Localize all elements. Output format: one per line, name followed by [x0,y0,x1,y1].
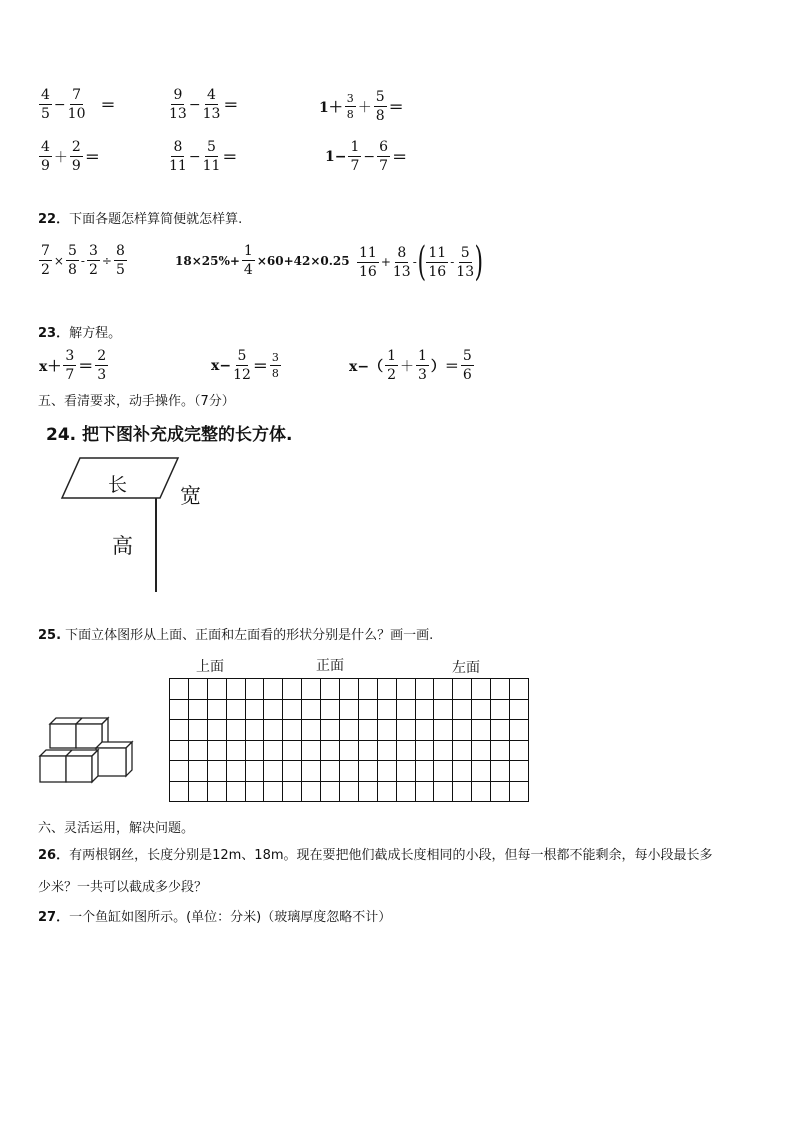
grid-cell[interactable] [207,761,226,782]
drawing-grid[interactable] [169,678,529,802]
grid-cell[interactable] [396,679,415,700]
grid-cell[interactable] [472,740,491,761]
question-27-heading: 27．一个鱼缸如图所示。(单位：分米)（玻璃厚度忽略不计） [38,910,392,925]
fraction: $\frac{1}{7}$ [350,139,360,174]
grid-cell[interactable] [170,699,189,720]
fraction: $\frac{3}{8}$ [271,351,279,380]
grid-cell[interactable] [472,761,491,782]
label-length: 长 [108,474,128,496]
grid-cell[interactable] [491,679,510,700]
grid-cell[interactable] [245,679,264,700]
grid-cell[interactable] [207,679,226,700]
expression-22-2: 18×25%+ $\frac{1}{4}$ ×60+42×0.25 [175,243,350,278]
grid-cell[interactable] [321,720,340,741]
grid-cell[interactable] [283,699,302,720]
grid-cell[interactable] [453,679,472,700]
grid-cell[interactable] [245,761,264,782]
fraction: $\frac{8}{11}$ [169,139,187,174]
grid-cell[interactable] [472,699,491,720]
calc-item-1: $\frac{4}{5}$ − $\frac{7}{10}$ ＝ [41,87,116,122]
grid-cell[interactable] [415,740,434,761]
grid-cell[interactable] [377,740,396,761]
grid-cell[interactable] [510,740,529,761]
grid-cell[interactable] [302,761,321,782]
grid-cell[interactable] [453,740,472,761]
grid-cell[interactable] [188,699,207,720]
grid-cell[interactable] [245,699,264,720]
grid-cell[interactable] [377,761,396,782]
grid-cell[interactable] [472,720,491,741]
cuboid-figure [60,450,230,595]
grid-cell[interactable] [358,720,377,741]
grid-row [170,720,529,741]
grid-cell[interactable] [491,781,510,802]
grid-cell[interactable] [264,699,283,720]
fraction: $\frac{7}{10}$ [67,87,86,122]
grid-cell[interactable] [510,761,529,782]
fraction: $\frac{11}{16}$ [428,244,447,280]
fraction: $\frac{5}{12}$ [233,348,251,383]
fraction: $\frac{5}{8}$ [67,243,77,278]
grid-cell[interactable] [340,761,359,782]
grid-cell[interactable] [283,679,302,700]
grid-cell[interactable] [264,740,283,761]
grid-cell[interactable] [434,699,453,720]
grid-cell[interactable] [321,679,340,700]
section-6-heading: 六、灵活运用，解决问题。 [38,821,195,836]
grid-cell[interactable] [358,781,377,802]
grid-cell[interactable] [434,679,453,700]
grid-row [170,679,529,700]
calc-item-5: $\frac{8}{11}$ − $\frac{5}{11}$ ＝ [169,139,238,174]
grid-cell[interactable] [340,740,359,761]
fraction: $\frac{1}{4}$ [243,243,253,278]
fraction: $\frac{7}{2}$ [41,243,50,278]
label-top-view: 上面 [196,659,224,675]
expression-22-3: $\frac{11}{16}$ + $\frac{8}{13}$ - ( $\frac{11}{16}$ - $\frac{5}{13}$ ) [359,239,484,285]
grid-cell[interactable] [283,720,302,741]
grid-cell[interactable] [434,740,453,761]
grid-cell[interactable] [245,781,264,802]
grid-cell[interactable] [340,781,359,802]
fraction: $\frac{8}{13}$ [392,244,411,280]
grid-cell[interactable] [510,781,529,802]
grid-cell[interactable] [170,781,189,802]
expression-22-1: $\frac{7}{2}$ × $\frac{5}{8}$ - $\frac{3}{2}$ ÷ $\frac{8}{5}$ [41,243,125,278]
question-24-heading: 24. 把下图补充成完整的长方体. [46,425,293,445]
grid-cell[interactable] [434,761,453,782]
grid-cell[interactable] [302,720,321,741]
grid-cell[interactable] [283,761,302,782]
grid-cell[interactable] [453,781,472,802]
fraction: $\frac{4}{9}$ [41,139,50,174]
fraction: $\frac{3}{7}$ [65,348,75,383]
fraction: $\frac{6}{7}$ [379,139,389,174]
grid-cell[interactable] [340,720,359,741]
grid-cell[interactable] [491,720,510,741]
grid-cell[interactable] [264,781,283,802]
fraction: $\frac{11}{16}$ [359,244,377,280]
equation-23-3: x−（ $\frac{1}{2}$ ＋ $\frac{1}{3}$ ）＝ $\frac{5}{6}$ [349,348,472,383]
grid-cell[interactable] [377,679,396,700]
grid-cell[interactable] [170,679,189,700]
grid-cell[interactable] [510,679,529,700]
grid-cell[interactable] [340,699,359,720]
question-23-heading: 23．解方程。 [38,326,122,341]
fraction: $\frac{3}{2}$ [88,243,98,278]
fraction: $\frac{5}{8}$ [375,89,385,124]
section-5-heading: 五、看清要求，动手操作。（7分） [38,394,235,409]
grid-cell[interactable] [226,740,245,761]
grid-cell[interactable] [188,740,207,761]
grid-cell[interactable] [170,740,189,761]
grid-cell[interactable] [207,720,226,741]
grid-cell[interactable] [264,720,283,741]
grid-row [170,699,529,720]
fraction: $\frac{8}{5}$ [115,243,125,278]
grid-cell[interactable] [245,720,264,741]
grid-cell[interactable] [415,761,434,782]
grid-cell[interactable] [491,699,510,720]
grid-cell[interactable] [321,781,340,802]
grid-cell[interactable] [207,781,226,802]
grid-cell[interactable] [321,761,340,782]
grid-cell[interactable] [302,781,321,802]
fraction: $\frac{1}{3}$ [418,348,427,383]
grid-cell[interactable] [415,720,434,741]
grid-cell[interactable] [396,699,415,720]
grid-cell[interactable] [340,679,359,700]
grid-cell[interactable] [377,720,396,741]
calc-item-4: $\frac{4}{9}$ ＋ $\frac{2}{9}$ ＝ [41,139,100,174]
grid-cell[interactable] [472,679,491,700]
grid-cell[interactable] [264,761,283,782]
grid-cell[interactable] [226,699,245,720]
grid-cell[interactable] [510,699,529,720]
fraction: $\frac{4}{5}$ [41,87,50,122]
grid-cell[interactable] [396,781,415,802]
label-height: 高 [112,534,133,558]
grid-cell[interactable] [245,740,264,761]
grid-cell[interactable] [283,740,302,761]
grid-cell[interactable] [207,699,226,720]
grid-cell[interactable] [170,761,189,782]
grid-cell[interactable] [453,699,472,720]
grid-cell[interactable] [283,781,302,802]
grid-cell[interactable] [434,781,453,802]
grid-cell[interactable] [302,699,321,720]
grid-cell[interactable] [358,699,377,720]
grid-cell[interactable] [170,720,189,741]
grid-cell[interactable] [396,761,415,782]
label-front-view: 正面 [316,658,344,674]
grid-cell[interactable] [434,720,453,741]
grid-cell[interactable] [491,761,510,782]
grid-cell[interactable] [415,781,434,802]
grid-cell[interactable] [226,761,245,782]
equation-23-1: x＋ $\frac{3}{7}$ ＝ $\frac{2}{3}$ [39,348,107,383]
grid-cell[interactable] [302,679,321,700]
fraction: $\frac{3}{8}$ [346,92,354,121]
question-26-line-1: 26．有两根钢丝，长度分别是12m、18m。现在要把他们截成长度相同的小段，但每一根都不能剩余，每小段最长多 [38,848,713,863]
grid-cell[interactable] [396,740,415,761]
grid-cell[interactable] [226,720,245,741]
grid-cell[interactable] [377,699,396,720]
equation-23-2: x− $\frac{5}{12}$ ＝ $\frac{3}{8}$ [211,348,279,383]
grid-table[interactable] [169,678,529,802]
grid-cell[interactable] [491,740,510,761]
grid-cell[interactable] [188,781,207,802]
fraction: $\frac{2}{9}$ [71,139,81,174]
fraction: $\frac{9}{13}$ [169,87,187,122]
grid-cell[interactable] [226,781,245,802]
fraction: $\frac{5}{13}$ [456,244,475,280]
grid-cell[interactable] [302,740,321,761]
question-25-heading: 25. 下面立体图形从上面、正面和左面看的形状分别是什么？画一画. [38,628,434,643]
cube-stack-figure [36,714,136,786]
grid-cell[interactable] [510,720,529,741]
question-22-heading: 22．下面各题怎样算简便就怎样算. [38,212,243,227]
grid-cell[interactable] [358,679,377,700]
grid-cell[interactable] [358,761,377,782]
grid-cell[interactable] [264,679,283,700]
fraction: $\frac{5}{6}$ [462,348,472,383]
grid-cell[interactable] [453,720,472,741]
grid-cell[interactable] [377,781,396,802]
grid-cell[interactable] [321,740,340,761]
fraction: $\frac{5}{11}$ [202,139,221,174]
grid-cell[interactable] [226,679,245,700]
grid-cell[interactable] [396,720,415,741]
grid-cell[interactable] [453,761,472,782]
grid-cell[interactable] [472,781,491,802]
grid-row [170,761,529,782]
fraction: $\frac{4}{13}$ [202,87,221,122]
grid-cell[interactable] [415,699,434,720]
calc-item-2: $\frac{9}{13}$ − $\frac{4}{13}$ ＝ [169,87,239,122]
calc-item-3: 1＋ $\frac{3}{8}$ ＋ $\frac{5}{8}$ ＝ [319,89,404,124]
grid-cell[interactable] [415,679,434,700]
grid-cell[interactable] [188,720,207,741]
label-left-view: 左面 [452,660,480,676]
fraction: $\frac{2}{3}$ [97,348,107,383]
label-width: 宽 [180,484,201,508]
grid-row [170,781,529,802]
grid-cell[interactable] [321,699,340,720]
grid-cell[interactable] [188,761,207,782]
grid-row [170,740,529,761]
fraction: $\frac{1}{2}$ [387,348,396,383]
grid-cell[interactable] [188,679,207,700]
calc-item-6: 1− $\frac{1}{7}$ − $\frac{6}{7}$ ＝ [325,139,408,174]
grid-cell[interactable] [358,740,377,761]
question-26-line-2: 少米？一共可以截成多少段？ [38,880,208,895]
grid-cell[interactable] [207,740,226,761]
